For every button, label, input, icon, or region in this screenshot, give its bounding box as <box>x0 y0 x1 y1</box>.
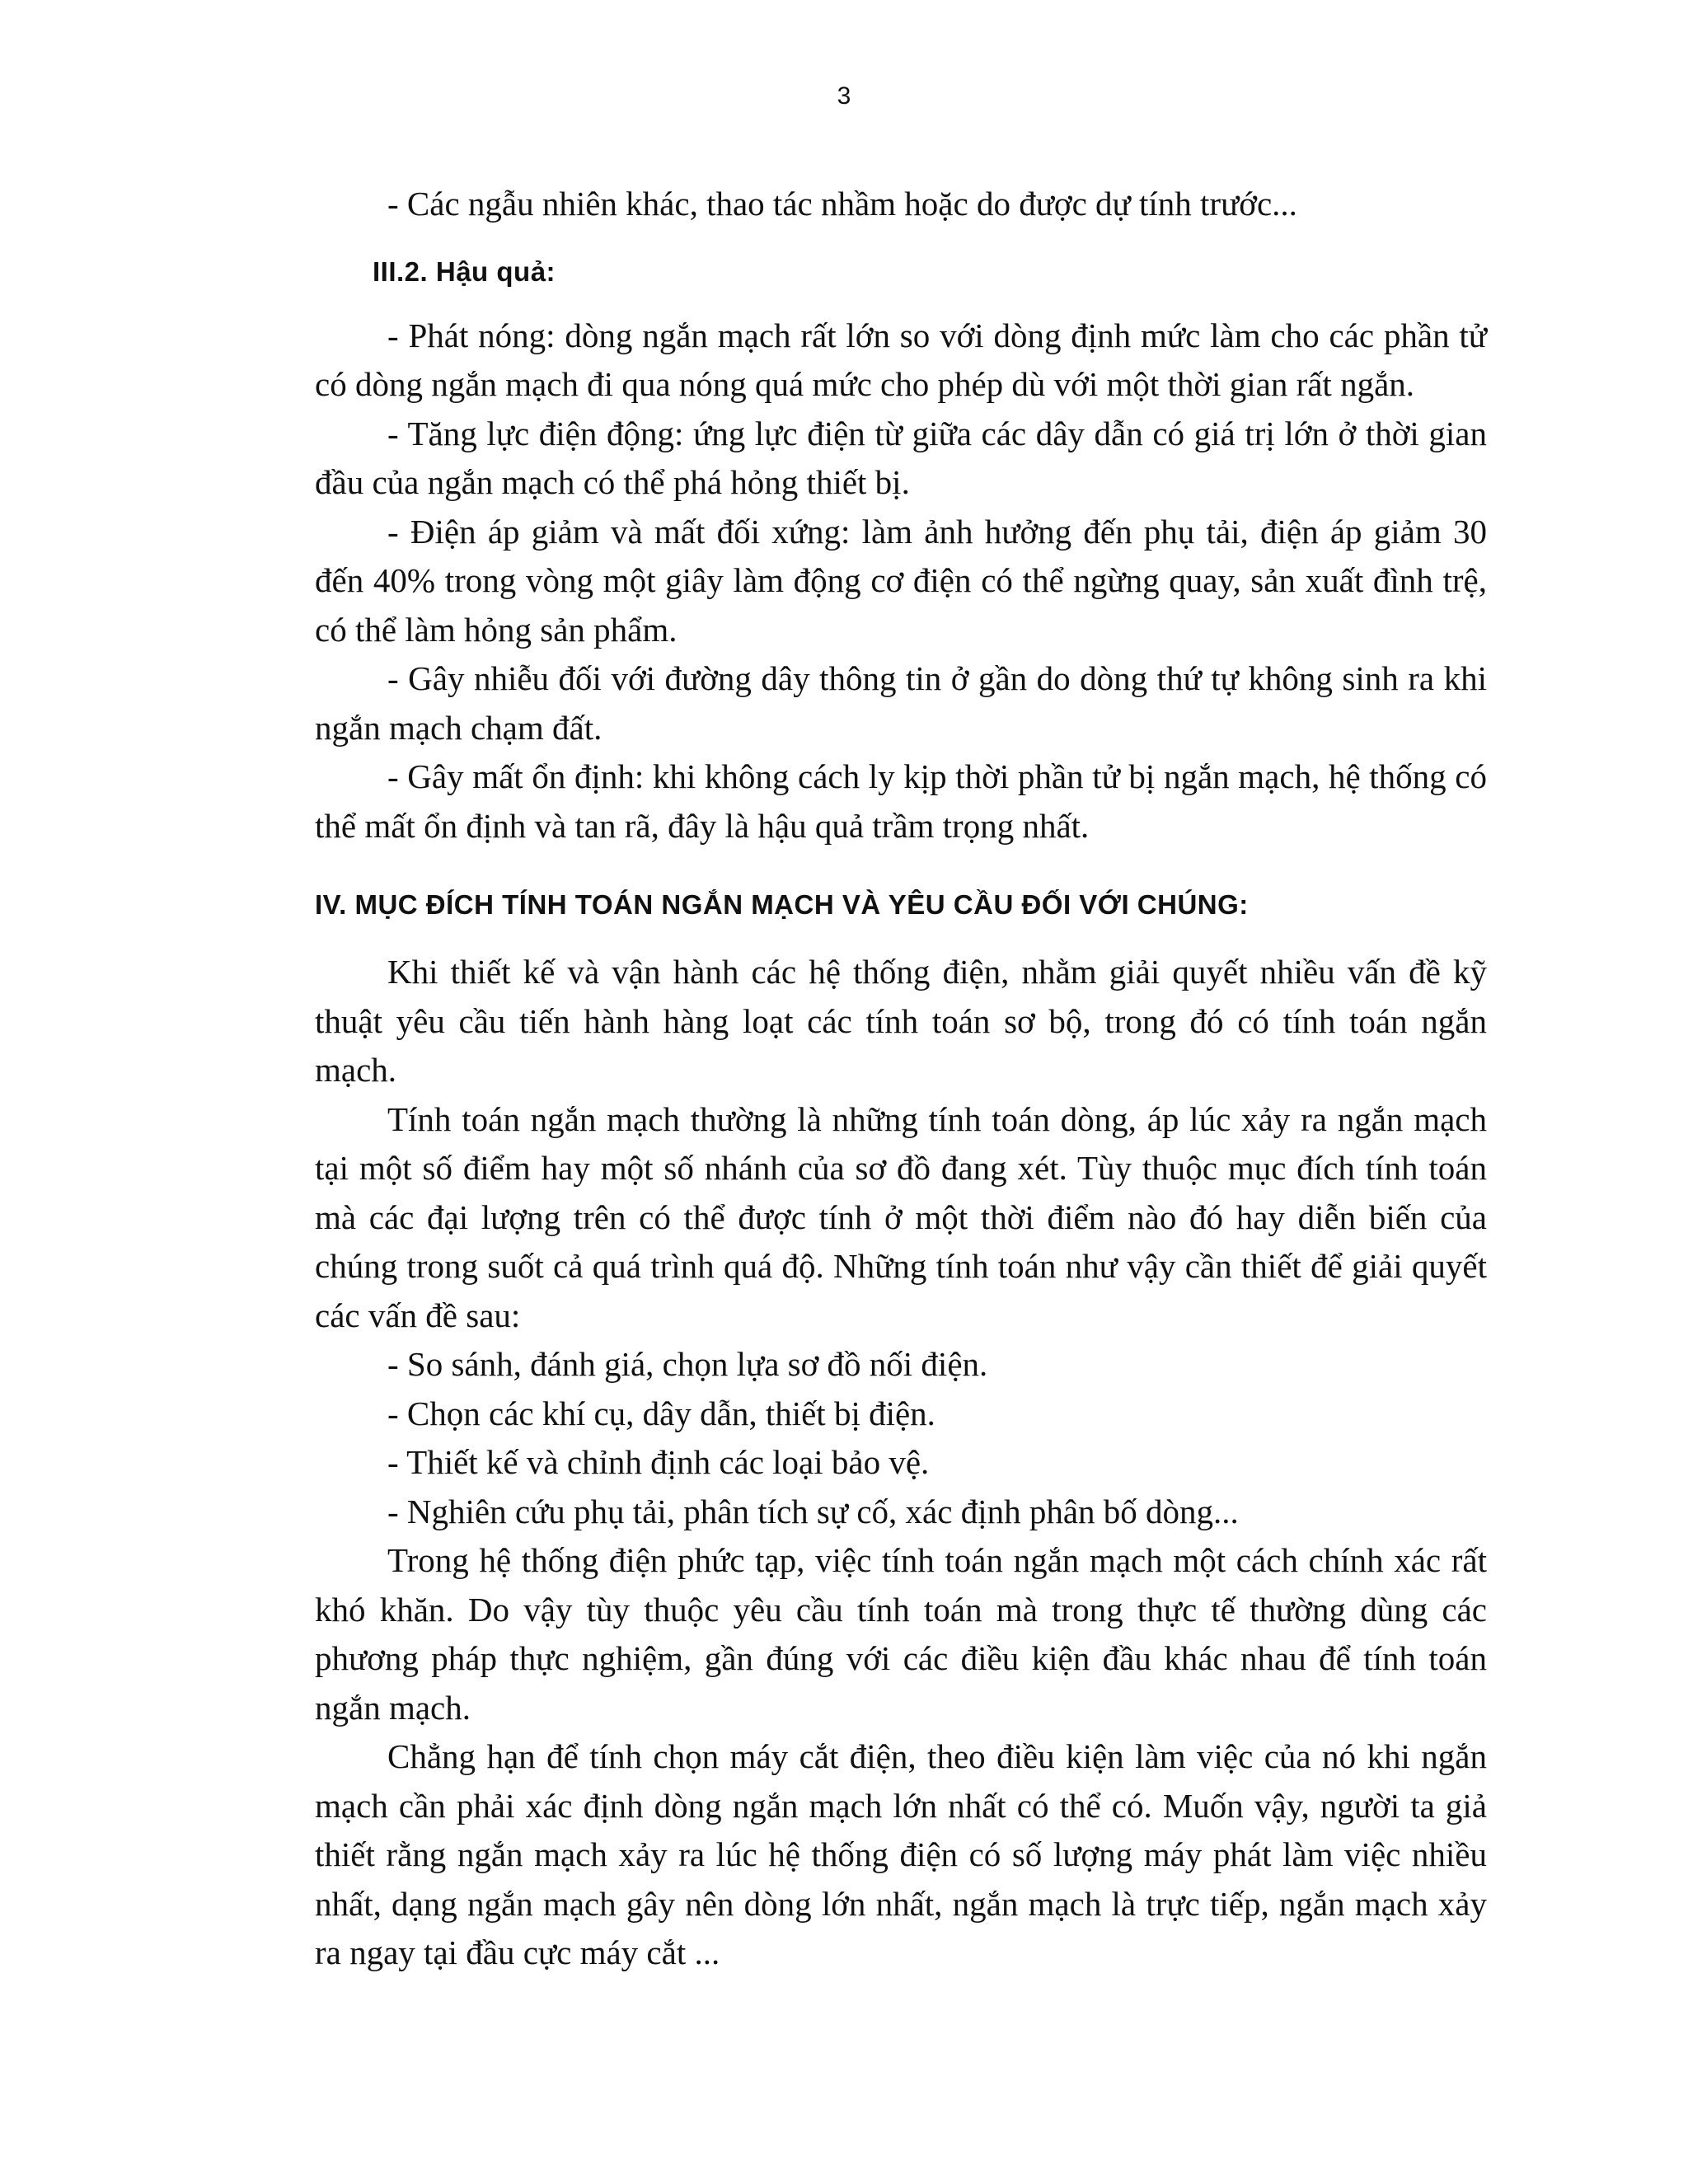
list-item: - Nghiên cứu phụ tải, phân tích sự cố, xác định phân bố dòng... <box>387 1492 1239 1530</box>
page-number: 3 <box>837 82 851 110</box>
body-paragraph: Trong hệ thống điện phức tạp, việc tính toán ngắn mạch một cách chính xác rất khó khăn. Do vậy tùy thuộc yêu cầu tính toán mà trong thực tế thường dùng các phương pháp thực nghiệm, gần đúng với các điều kiện đầu khác nhau để tính toán ngắn mạch. <box>315 1541 1487 1727</box>
section-heading-iii-2: III.2. Hậu quả: <box>373 255 556 287</box>
section-heading-iv: IV. MỤC ĐÍCH TÍNH TOÁN NGẮN MẠCH VÀ YÊU CẦU ĐỐI VỚI CHÚNG: <box>315 889 1249 920</box>
body-paragraph: Chẳng hạn để tính chọn máy cắt điện, theo điều kiện làm việc của nó khi ngắn mạch cần phải xác định dòng ngắn mạch lớn nhất có thể có. Muốn vậy, người ta giả thiết rằng ngắn mạch xảy ra lúc hệ thống điện có số lượng máy phát làm việc nhiều nhất, dạng ngắn mạch gây nên dòng lớn nhất, ngắn mạch là trực tiếp, ngắn mạch xảy ra ngay tại đầu cực máy cắt ... <box>315 1737 1487 1971</box>
body-paragraph: Khi thiết kế và vận hành các hệ thống điện, nhằm giải quyết nhiều vấn đề kỹ thuật yêu cầu tiến hành hàng loạt các tính toán sơ bộ, trong đó có tính toán ngắn mạch. <box>315 953 1487 1089</box>
consequence-paragraph: - Điện áp giảm và mất đối xứng: làm ảnh hưởng đến phụ tải, điện áp giảm 30 đến 40% trong vòng một giây làm động cơ điện có thể ngừng quay, sản xuất đình trệ, có thể làm hỏng sản phẩm. <box>315 512 1487 649</box>
document-body <box>315 180 1487 1978</box>
consequence-paragraph: - Gây nhiễu đối với đường dây thông tin ở gần do dòng thứ tự không sinh ra khi ngắn mạch chạm đất. <box>315 659 1487 747</box>
consequence-paragraph: - Tăng lực điện động: ứng lực điện từ giữa các dây dẫn có giá trị lớn ở thời gian đầu của ngắn mạch có thể phá hỏng thiết bị. <box>315 414 1487 501</box>
body-paragraph: Tính toán ngắn mạch thường là những tính toán dòng, áp lúc xảy ra ngắn mạch tại một số điểm hay một số nhánh của sơ đồ đang xét. Tùy thuộc mục đích tính toán mà các đại lượng trên có thể được tính ở một thời điểm nào đó hay diễn biến của chúng trong suốt cả quá trình quá độ. Những tính toán như vậy cần thiết để giải quyết các vấn đề sau: <box>315 1099 1487 1334</box>
list-item: - Thiết kế và chỉnh định các loại bảo vệ. <box>387 1443 930 1481</box>
list-item: - Chọn các khí cụ, dây dẫn, thiết bị điện. <box>387 1394 935 1432</box>
list-item: - So sánh, đánh giá, chọn lựa sơ đồ nối điện. <box>387 1345 988 1383</box>
intro-bullet: - Các ngẫu nhiên khác, thao tác nhầm hoặc do được dự tính trước... <box>387 185 1297 223</box>
consequence-paragraph: - Phát nóng: dòng ngắn mạch rất lớn so với dòng định mức làm cho các phần tử có dòng ngắn mạch đi qua nóng quá mức cho phép dù với một thời gian rất ngắn. <box>315 316 1487 403</box>
consequence-paragraph: - Gây mất ổn định: khi không cách ly kịp thời phần tử bị ngắn mạch, hệ thống có thể mất ổn định và tan rã, đây là hậu quả trầm trọng nhất. <box>315 757 1487 845</box>
